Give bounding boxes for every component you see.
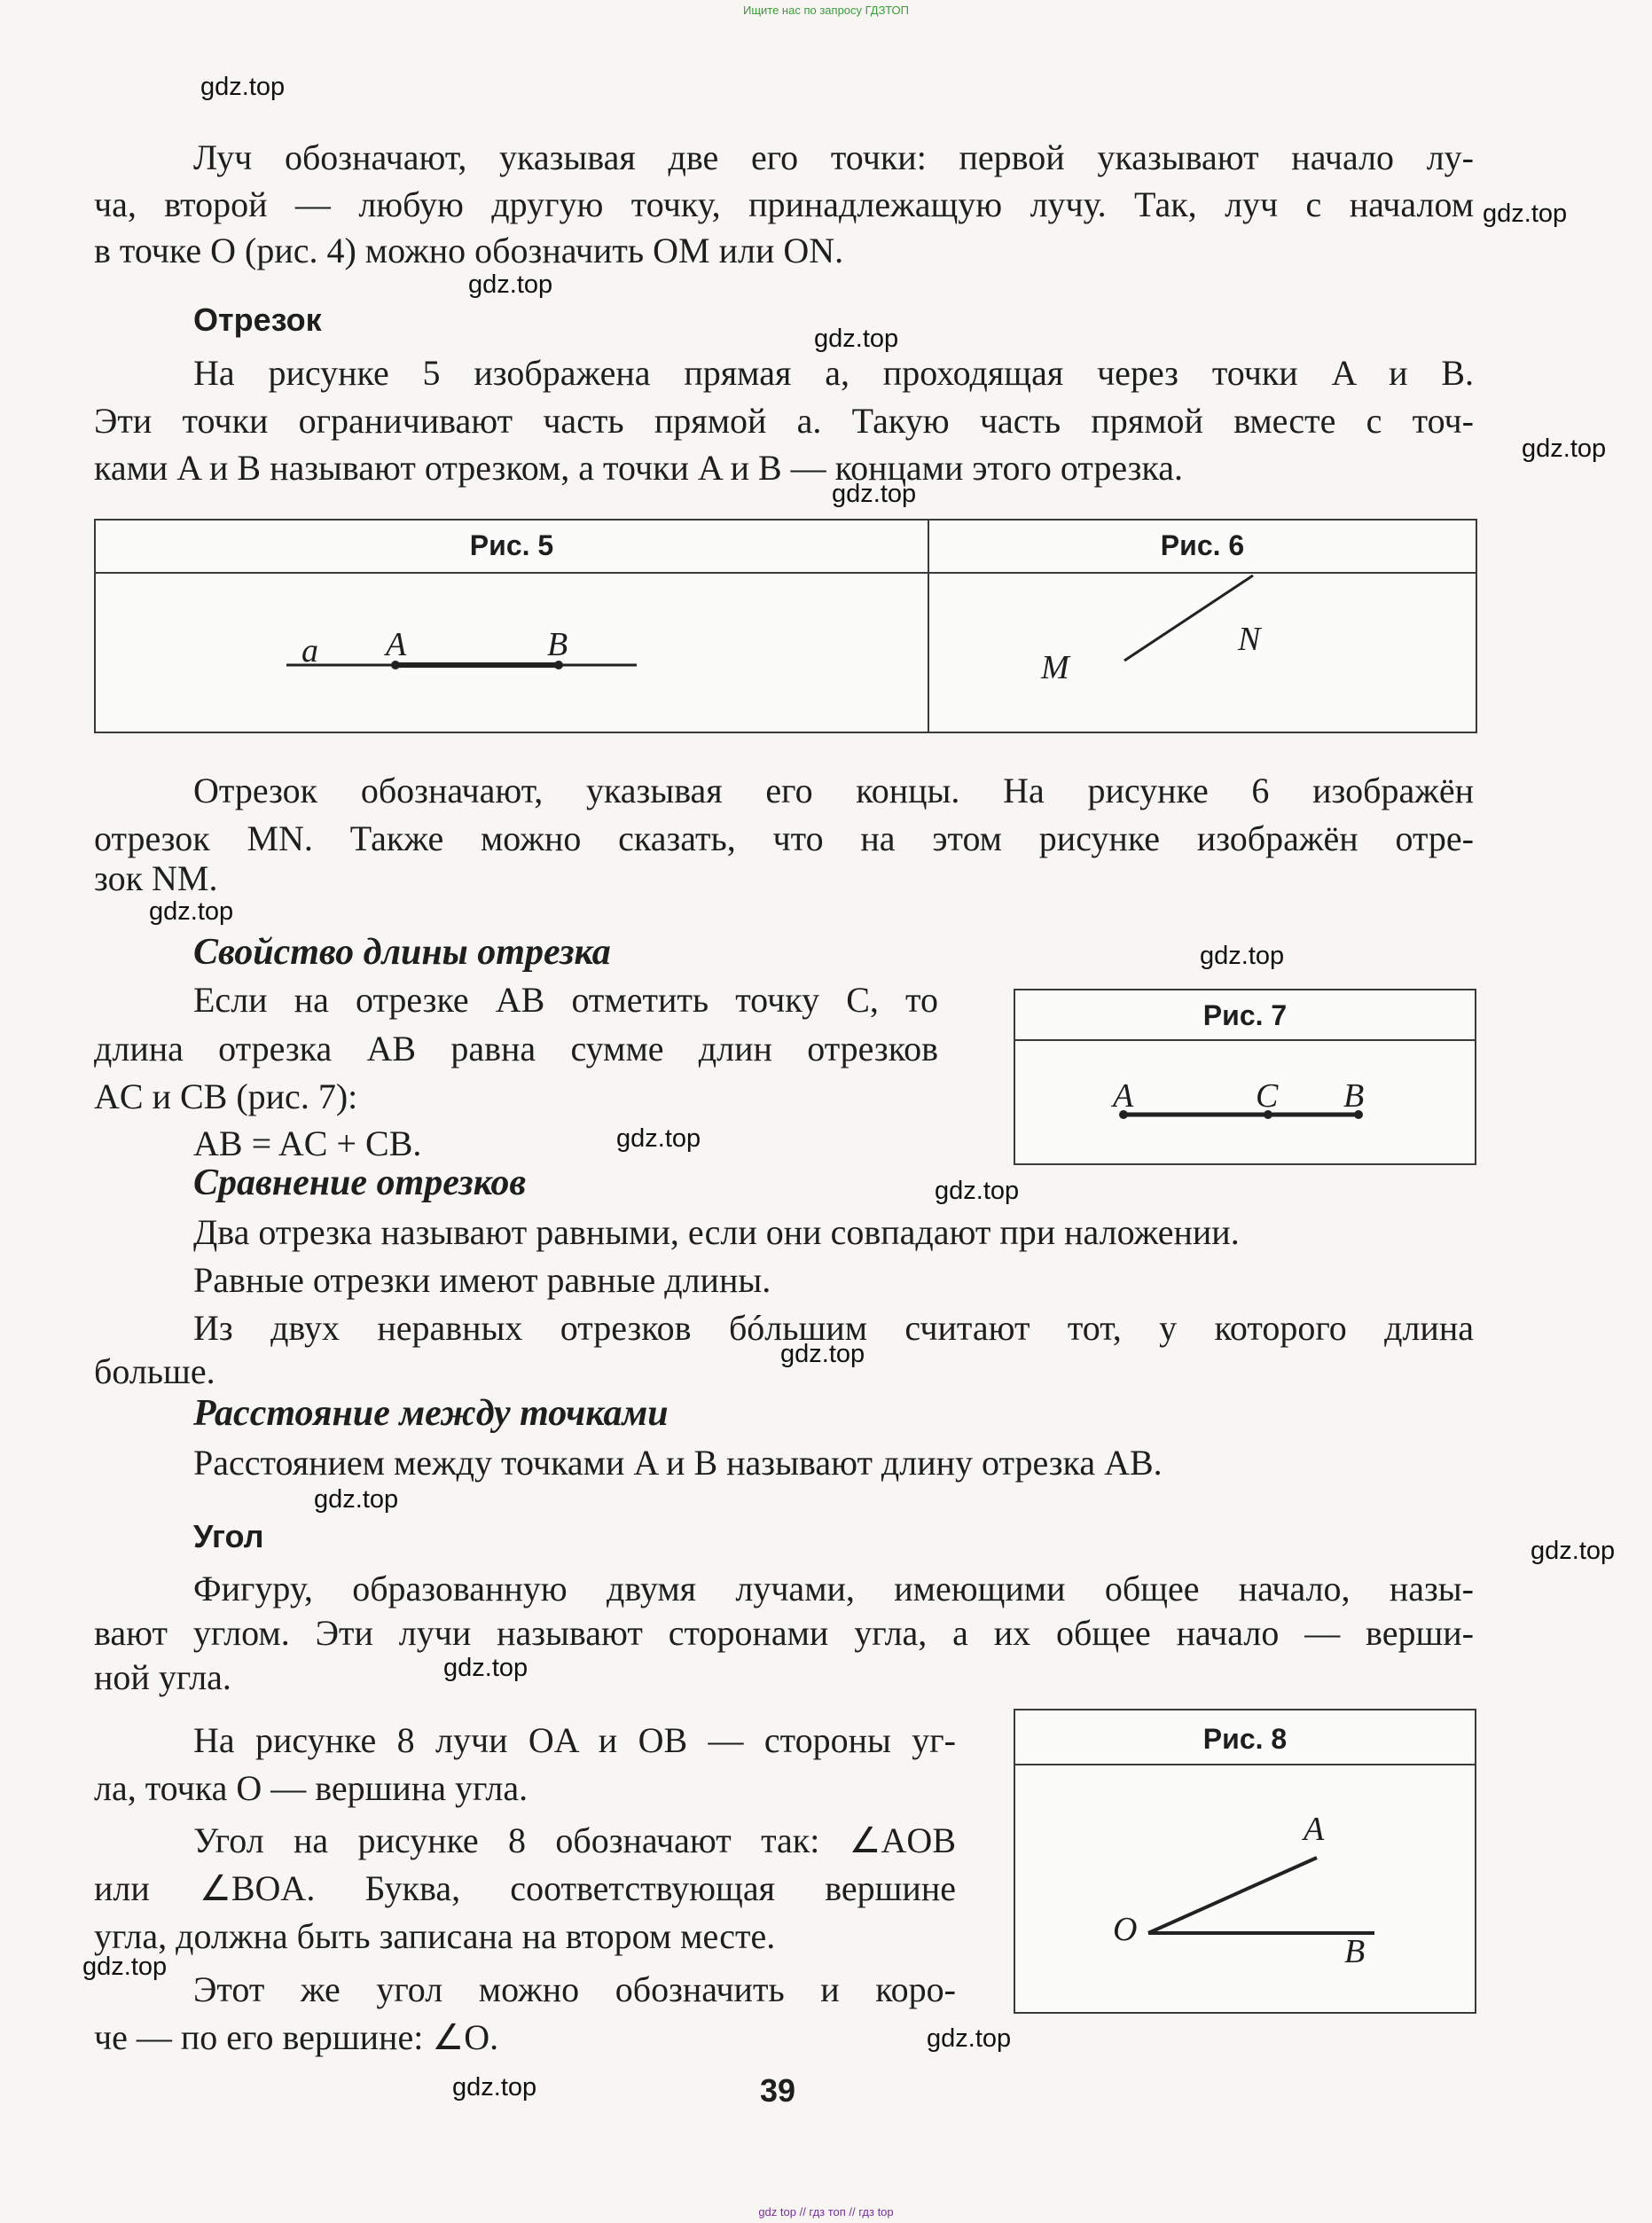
segment-line-1: На рисунке 5 изображена прямая a, проходящая через точки A и B. bbox=[193, 353, 1474, 393]
length-formula: AB = AC + CB. bbox=[193, 1123, 422, 1163]
length-line-1: Если на отрезке AB отметить точку C, то bbox=[193, 980, 938, 1020]
watermark: gdz.top bbox=[1522, 434, 1607, 463]
fig8-drawing bbox=[1015, 1765, 1475, 2012]
fig8-label-A: A bbox=[1304, 1811, 1325, 1848]
segment-heading: Отрезок bbox=[193, 301, 322, 338]
watermark: gdz.top bbox=[149, 897, 234, 926]
fig8-label-B: B bbox=[1344, 1933, 1366, 1970]
fig6-title: Рис. 6 bbox=[1160, 529, 1245, 561]
watermark: gdz.top bbox=[832, 480, 917, 508]
figures-5-6-box bbox=[94, 519, 1477, 733]
angle-notation-line-1: Угол на рисунке 8 обозначают так: ∠AOB bbox=[193, 1820, 956, 1860]
figure-8-box bbox=[1014, 1709, 1476, 2014]
angle-heading: Угол bbox=[193, 1518, 264, 1554]
angle-short-line-1: Этот же угол можно обозначить и коро- bbox=[193, 1969, 956, 2009]
length-heading: Свойство длины отрезка bbox=[193, 932, 611, 973]
angle-line-3: ной угла. bbox=[94, 1657, 231, 1697]
watermark: gdz.top bbox=[1200, 942, 1285, 970]
fig5-title: Рис. 5 bbox=[469, 529, 554, 561]
watermark: gdz.top bbox=[927, 2024, 1012, 2053]
angle-sides-line-1: На рисунке 8 лучи OA и OB — стороны уг- bbox=[193, 1720, 956, 1760]
watermark: gdz.top bbox=[200, 73, 286, 101]
fig6-label-N: N bbox=[1238, 621, 1261, 658]
watermark: gdz.top bbox=[82, 1953, 168, 1981]
compare-heading: Сравнение отрезков bbox=[193, 1162, 527, 1203]
angle-line-1: Фигуру, образованную двумя лучами, имеющими общее начало, назы- bbox=[193, 1569, 1474, 1609]
fig7-label-B: B bbox=[1343, 1077, 1365, 1115]
fig8-label-O: O bbox=[1113, 1911, 1138, 1948]
angle-sides-line-2: ла, точка O — вершина угла. bbox=[94, 1768, 528, 1808]
watermark: gdz.top bbox=[1483, 200, 1568, 228]
watermark: gdz.top bbox=[1531, 1537, 1616, 1565]
fig7-drawing bbox=[1015, 1041, 1475, 1163]
notation-line-2: отрезок MN. Также можно сказать, что на этом рисунке изображён отре- bbox=[94, 818, 1474, 858]
watermark: gdz.top bbox=[443, 1654, 528, 1682]
compare-line-2: Равные отрезки имеют равные длины. bbox=[193, 1260, 771, 1300]
fig5-label-a: a bbox=[301, 632, 318, 669]
watermark: gdz.top bbox=[780, 1340, 865, 1368]
angle-short-line-2: че — по его вершине: ∠O. bbox=[94, 2017, 499, 2057]
notation-line-3: зок NM. bbox=[94, 858, 218, 898]
angle-line-2: вают углом. Эти лучи называют сторонами угла, а их общее начало — верши- bbox=[94, 1613, 1474, 1653]
fig7-label-C: C bbox=[1256, 1077, 1279, 1115]
fig7-title: Рис. 7 bbox=[1202, 999, 1288, 1031]
length-line-2: длина отрезка AB равна сумме длин отрезков bbox=[94, 1029, 938, 1068]
figure-7-box bbox=[1014, 989, 1476, 1165]
angle-notation-line-3: угла, должна быть записана на втором месте. bbox=[94, 1916, 776, 1956]
watermark: gdz.top bbox=[935, 1177, 1020, 1205]
fig8-title: Рис. 8 bbox=[1202, 1723, 1288, 1755]
segment-line-2: Эти точки ограничивают часть прямой a. Такую часть прямой вместе с точ- bbox=[94, 401, 1474, 441]
top-note: Ищите нас по запросу ГДЗТОП bbox=[742, 4, 909, 17]
watermark: gdz.top bbox=[468, 270, 553, 299]
length-line-3: AC и CB (рис. 7): bbox=[94, 1076, 358, 1116]
watermark: gdz.top bbox=[452, 2073, 537, 2102]
ray-line-2: ча, второй — любую другую точку, принадлежащую лучу. Так, луч с началом bbox=[94, 184, 1474, 224]
fig5-label-B: B bbox=[547, 626, 568, 663]
compare-line-1: Два отрезка называют равными, если они совпадают при наложении. bbox=[193, 1212, 1240, 1252]
segment-line-3: ками A и B называют отрезком, а точки A и B — концами этого отрезка. bbox=[94, 448, 1183, 488]
compare-line-4: больше. bbox=[94, 1351, 215, 1391]
angle-notation-line-2: или ∠BOA. Буква, соответствующая вершине bbox=[94, 1868, 956, 1908]
page-number: 39 bbox=[760, 2072, 796, 2109]
fig5-label-A: A bbox=[386, 626, 407, 663]
watermark: gdz.top bbox=[814, 325, 899, 353]
ray-line-3: в точке O (рис. 4) можно обозначить OM или ON. bbox=[94, 231, 844, 270]
notation-line-1: Отрезок обозначают, указывая его концы. На рисунке 6 изображён bbox=[193, 771, 1474, 810]
watermark: gdz.top bbox=[616, 1124, 701, 1153]
distance-text: Расстоянием между точками A и B называют длину отрезка AB. bbox=[193, 1443, 1163, 1483]
watermark: gdz.top bbox=[314, 1485, 399, 1514]
distance-heading: Расстояние между точками bbox=[193, 1393, 669, 1434]
fig7-label-A: A bbox=[1113, 1077, 1134, 1115]
fig6-label-M: M bbox=[1041, 649, 1069, 686]
compare-line-3: Из двух неравных отрезков бóльшим считают тот, у которого длина bbox=[193, 1308, 1474, 1348]
ray-line-1: Луч обозначают, указывая две его точки: первой указывают начало лу- bbox=[193, 137, 1474, 177]
bottom-note: gdz top // гдз топ // гдз top bbox=[758, 2205, 894, 2219]
